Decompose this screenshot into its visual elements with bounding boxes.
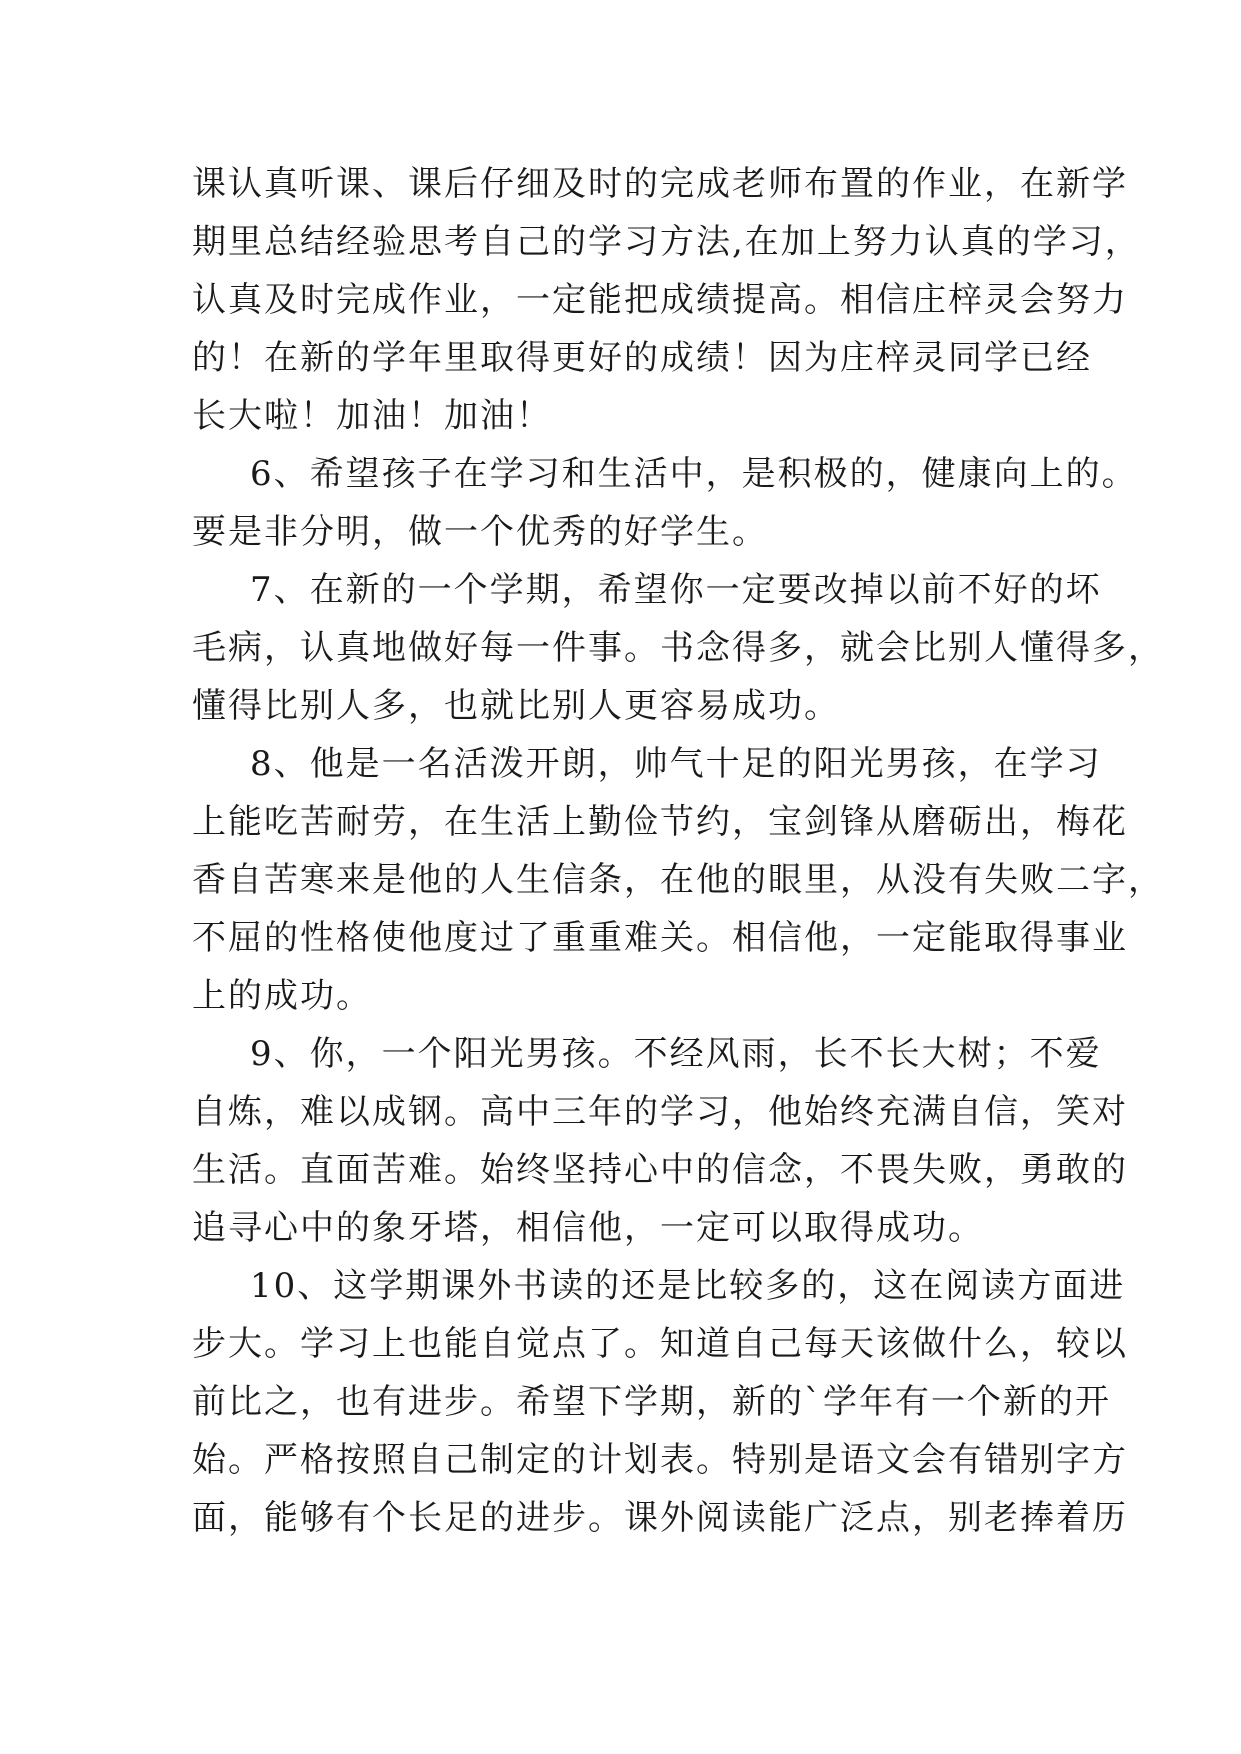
text-line: 长大啦！加油！加油！ [192,396,552,436]
paragraph-item-7 [192,561,1164,735]
text-line: 9、你，一个阳光男孩。不经风雨，长不长大树；不爱 [250,1034,1102,1074]
text-line: 期里总结经验思考自己的学习方法,在加上努力认真的学习， [192,222,1141,262]
text-line: 生活。直面苦难。始终坚持心中的信念，不畏失败，勇敢的 [192,1150,1128,1190]
text-line: 10、这学期课外书读的还是比较多的，这在阅读方面进 [250,1266,1126,1306]
paragraph-continued [192,155,1141,445]
text-line: 课认真听课、课后仔细及时的完成老师布置的作业，在新学 [192,164,1128,204]
text-line: 不屈的性格使他度过了重重难关。相信他，一定能取得事业 [192,918,1128,958]
paragraph-item-10 [192,1257,1128,1547]
text-line: 上能吃苦耐劳，在生活上勤俭节约，宝剑锋从磨砺出，梅花 [192,802,1128,842]
text-line: 毛病，认真地做好每一件事。书念得多，就会比别人懂得多， [192,628,1164,668]
text-line: 香自苦寒来是他的人生信条，在他的眼里，从没有失败二字， [192,860,1164,900]
text-line: 7、在新的一个学期，希望你一定要改掉以前不好的坏 [250,570,1102,610]
text-line: 8、他是一名活泼开朗，帅气十足的阳光男孩，在学习 [250,744,1102,784]
text-line: 步大。学习上也能自觉点了。知道自己每天该做什么，较以 [192,1324,1128,1364]
text-line: 认真及时完成作业，一定能把成绩提高。相信庄梓灵会努力 [192,280,1128,320]
text-line: 要是非分明，做一个优秀的好学生。 [192,512,768,552]
paragraph-item-9 [192,1025,1128,1257]
text-line: 始。严格按照自己制定的计划表。特别是语文会有错别字方 [192,1440,1128,1480]
text-line: 前比之，也有进步。希望下学期，新的`学年有一个新的开 [192,1382,1111,1422]
text-line: 上的成功。 [192,976,372,1016]
text-line: 6、希望孩子在学习和生活中，是积极的，健康向上的。 [250,454,1138,494]
document-body [192,155,1164,1547]
text-line: 自炼，难以成钢。高中三年的学习，他始终充满自信，笑对 [192,1092,1128,1132]
paragraph-item-6 [192,445,1138,561]
text-line: 懂得比别人多，也就比别人更容易成功。 [192,686,840,726]
text-line: 面，能够有个长足的进步。课外阅读能广泛点，别老捧着历 [192,1498,1128,1538]
paragraph-item-8 [192,735,1164,1025]
text-line: 追寻心中的象牙塔，相信他，一定可以取得成功。 [192,1208,984,1248]
text-line: 的！在新的学年里取得更好的成绩！因为庄梓灵同学已经 [192,338,1092,378]
